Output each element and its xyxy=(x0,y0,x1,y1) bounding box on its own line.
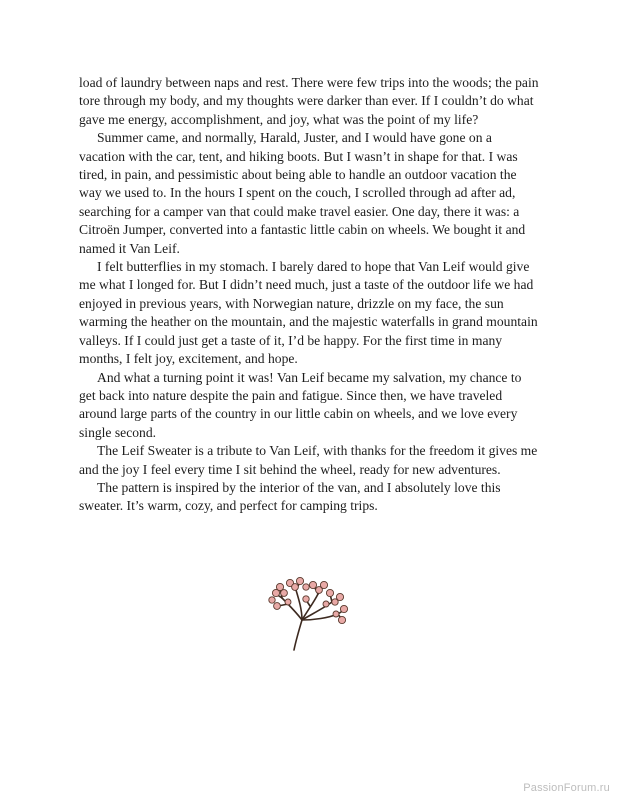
paragraph: The Leif Sweater is a tribute to Van Leif, with thanks for the freedom it gives me and the joy I feel every time I sit behind the wheel, ready for new adventures. xyxy=(79,443,538,477)
watermark-text: PassionForum.ru xyxy=(523,782,610,794)
paragraph: Summer came, and normally, Harald, Juster, and I would have gone on a vacation with the car, tent, and hiking boots. But I wasn’t in shape for that. I was tired, in pain, and pessimistic about being able to handle an outdoor vacation the way we used to. In the hours I spent on the couch, I scrolled through ad after ad, searching for a camper van that could make travel easier. One day, there it was: a Citroën Jumper, converted into a fantastic little cabin on wheels. We bought it and named it Van Leif. xyxy=(79,130,526,256)
page-body-text xyxy=(79,74,541,516)
paragraph: I felt butterflies in my stomach. I barely dared to hope that Van Leif would give me what I longed for. But I didn’t need much, just a taste of the outdoor life we had enjoyed in previous years, with Norwegian nature, drizzle on my face, the sun warming the heather on the mountain, and the majestic waterfalls in grand mountain valleys. If I could just get a taste of it, I’d be happy. For the first time in many months, I felt joy, excitement, and hope. xyxy=(79,259,538,367)
paragraph: load of laundry between naps and rest. There were few trips into the woods; the pain tore through my body, and my thoughts were darker than ever. If I couldn’t do what gave me energy, accomplishment, and joy, what was the point of my life? xyxy=(79,75,539,127)
paragraph: And what a turning point it was! Van Leif became my salvation, my chance to get back into nature despite the pain and fatigue. Since then, we have traveled around large parts of the country in our little cabin on wheels, and we love every single second. xyxy=(79,369,522,440)
flower-sprig-icon xyxy=(266,574,350,654)
paragraph: The pattern is inspired by the interior of the van, and I absolutely love this sweater. It’s warm, cozy, and perfect for camping trips. xyxy=(79,479,501,514)
